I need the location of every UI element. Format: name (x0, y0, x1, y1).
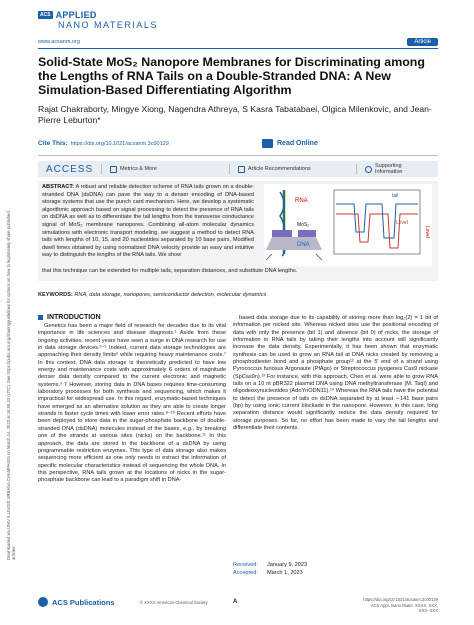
document-icon (238, 166, 245, 173)
acs-publications-logo (38, 597, 115, 607)
cite-row (38, 140, 169, 147)
right-column (233, 315, 438, 433)
trace1-label: tail (392, 193, 399, 199)
supporting-info-link[interactable] (356, 164, 438, 174)
received-date: January 9, 2023 (267, 562, 308, 568)
keywords-text: RNA, data storage, nanopores, semiconductor detection, molecular dynamics (74, 292, 267, 298)
abstract-text: A robust and reliable detection scheme of RNA tails grown on a double-stranded DNA (dsDNA) can pave the way to a denser encoding of DNA-based storage systems that use the punch card mechanism. Here, we develop a systematic algorithmic approach based on signal processing to detect the presence of RNA tails on dsDNA as well as to differentiate the tail lengths from the transverse conductance signal of MoS₂ membrane nanopores. Combining all-atom molecular dynamics simulations with electronic transport modeling, we suggest a method to detect RNA tails with lengths of 10, 15, and 20 nucleotides separated by 10 base pairs. Modified dwell times obtained by using normalized DNA velocity provide an easy and intuitive way to distinguish the lengths of the RNA tails. We show (42, 184, 255, 259)
keywords (38, 292, 438, 298)
access-label: ACCESS (46, 163, 94, 175)
received-label: Received: (233, 562, 258, 568)
left-paragraph: Genetics has been a major field of research for decades due to its vital importance in life sciences and disease diagnosis.¹ Aside from these ongoing activities, recent years have seen a surge in DNA research for use in data storage devices.²⁻⁵ Indeed, current data storage technologies are approaching their density limits⁶ while requiring heavy maintenance costs.⁷ In this context, DNA data storage is theoretically predicted to have low energy and maintenance costs with approximately 6 orders of magnitude denser data density compared to the current electronic and magnetic systems.⁶ˑ7 However, storing data in DNA bases requires time-consuming laboratory processes for both synthesis and sequencing, which makes it impractical for widespread use. In this regard, enzymatic-based techniques have emerged as an alternative solution as they are able to create longer strands in faster cycle times with lower error rates.⁸⁻¹⁰ Recent efforts have been deployed to store data in the sugar-phosphate backbone of double-stranded DNA (dsDNA) molecules instead of the bases, e.g., by breaking one of the strands at various sites (nicks) on the backbone.¹¹ In this approach, the data are stored in the backbone of a dsDNA by using programmable restriction enzymes. This type of data storage also makes sequencing more efficient as one only needs to extract the information of specific molecular characteristics instead of sequencing the whole DNA. In this perspective, RNA tails grown at the locations of nicks in the sugar-phosphate backbone can lead to a paradigm shift in DNA- (38, 323, 226, 484)
article-type-badge: Article (407, 38, 438, 46)
dna-label: DNA (297, 242, 310, 248)
recommendations-label: Article Recommendations (248, 166, 311, 172)
trace2-label: Level (396, 220, 408, 226)
mos2-label: MoS₂ (297, 222, 310, 228)
metrics-link[interactable] (101, 164, 229, 174)
doi-link[interactable]: https://doi.org/10.1021/acsanm.3c00129 (70, 140, 169, 147)
rna-label: RNA (295, 198, 308, 204)
journal-url-link[interactable]: www.acsanm.org (38, 39, 80, 45)
recommendations-link[interactable] (229, 164, 356, 174)
read-online-label: Read Online (277, 140, 318, 147)
header-divider (38, 48, 438, 49)
right-paragraph: based data storage due to its capability of storing more than log₂(2) = 1 bit of information per nicked site. Whereas nicked sites use the positional encoding of data with only the presence (bit 1) and absence (bit 0) of nicks, the storage of information in RNA tails by taking their lengths into account will significantly increase the data density. Experimentally, it has been shown that enzymatic synthesis can be used to grow an RNA tail at DNA nicks created by removing a phosphodiester bond and a phosphate group¹² at the 5′ end of a strand using Pyrococcus furiosus Argonaute (PfAgo) or Streptococcus pyogenes Cas9 nickase (SpCas9n).¹³ For instance, with this approach, Chen et al. were able to grow RNA tails on a 10 nt pBR322 plasmid DNA using DNA methyltransferase (M. TaqI) and oligodeoxynucleotides (AdoYnODN11).¹⁴ Whereas the RNA tails have the potential to detect the presence of tails on dsDNA separated by at least ∼141 base pairs (bp) by using ionic current blockade in the nanopore. However, in this case, long separation distance would significantly reduce the data density required for storage purposes. So far, no effort has been made to vary the tail lengths and differentiate their contents. (233, 315, 438, 432)
toc-graphic (264, 184, 432, 266)
cite-label: Cite This: (38, 140, 68, 147)
accepted-date: March 1, 2023 (267, 570, 303, 576)
substrate (266, 237, 322, 250)
journal-logo (38, 10, 158, 30)
supporting-info-icon (365, 166, 372, 173)
section-title: INTRODUCTION (47, 314, 101, 321)
access-bar (38, 161, 438, 177)
abstract-body (42, 184, 254, 260)
left-column (38, 323, 226, 485)
article-title: Solid-State MoS₂ Nanopore Membranes for Discriminating among the Lengths of RNA Tails on a Double-Stranded DNA: A New Simulation-Based Differentiating Algorithm (38, 55, 425, 97)
read-online-link[interactable] (262, 139, 318, 148)
accepted-label: Accepted: (233, 570, 258, 576)
journal-name-line2: NANO MATERIALS (58, 20, 158, 30)
header-row (38, 38, 438, 46)
level-axis-label: Level (424, 226, 430, 238)
book-icon (262, 139, 273, 148)
metrics-label: Metrics & More (120, 166, 157, 172)
supporting-info-label: Supporting Information (374, 163, 403, 175)
author-list: Rajat Chakraborty, Mingye Xiong, Nagendra Athreya, S Kasra Tabatabaei, Olgica Milenkovic, and Jean-Pierre Leburton* (38, 104, 432, 125)
publisher-name: ACS Publications (52, 597, 115, 607)
acs-emblem-icon (38, 597, 48, 607)
keywords-label: KEYWORDS: (38, 292, 73, 298)
abstract-tail: that this technique can be extended for multiple tails, separation distances, and substitute DNA lengths. (42, 268, 298, 274)
footer-journal-ref: ACS Appl. Nano Mater. XXXX, XXX, XXX−XXX (370, 602, 438, 613)
cite-divider (38, 155, 438, 156)
article-dates (233, 561, 307, 577)
download-notice: Downloaded via UNIV ILLINOIS URBANA CHAMPAIGN on March 14, 2023 at 16:55:43 (UTC). See https://pubs.acs.org/sharingguidelines for options on how to legitimately share published articles. (6, 211, 16, 560)
abstract-label: ABSTRACT: (42, 184, 75, 190)
introduction-heading (38, 314, 101, 321)
acs-badge: ACS (40, 12, 51, 18)
copyright: © XXXX American Chemical Society (140, 600, 208, 605)
section-marker (38, 315, 43, 320)
journal-name-line1: APPLIED (55, 10, 97, 20)
page-letter: A (233, 599, 238, 605)
footer-doi-link[interactable]: https://doi.org/10.1021/acsanm.3c00129 (363, 597, 438, 602)
metrics-icon (110, 166, 117, 173)
footer-citation (356, 597, 438, 614)
nanopore (292, 230, 298, 237)
